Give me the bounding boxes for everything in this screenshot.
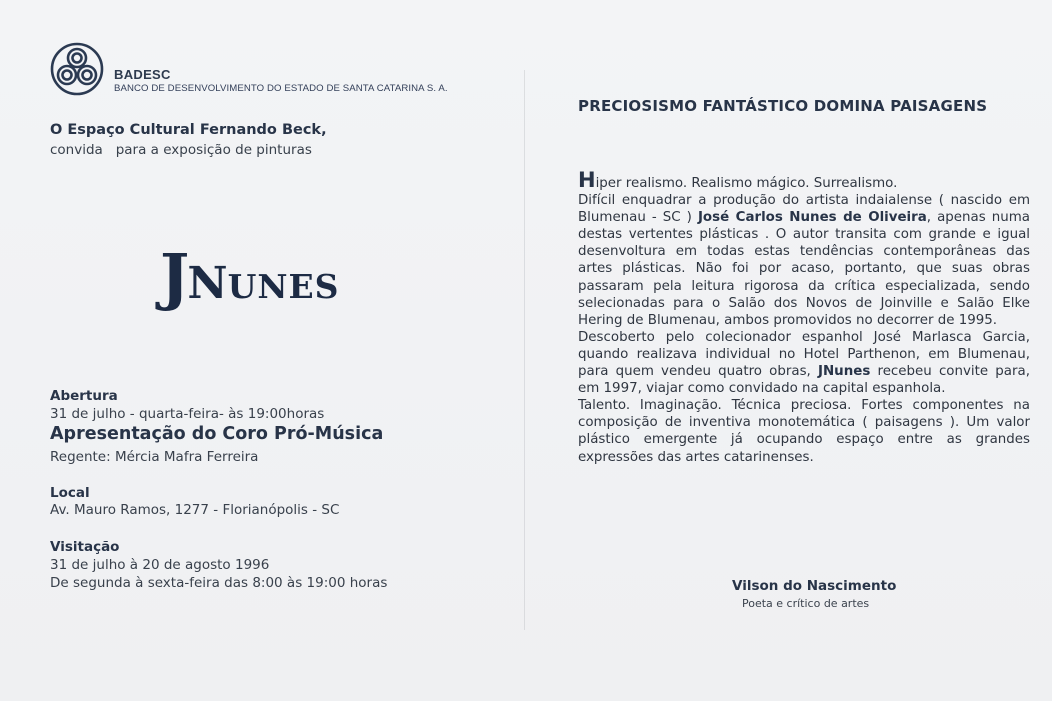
- article-paragraph-1: [578, 168, 1030, 329]
- signature-name: Vilson do Nascimento: [732, 578, 897, 594]
- visiting-title: Visitação: [50, 539, 120, 555]
- article-p1-a: iper realismo. Realismo mágico. Surrealismo.: [595, 176, 898, 191]
- artist-name: [160, 240, 340, 313]
- opening-conductor: Regente: Mércia Mafra Ferreira: [50, 449, 259, 465]
- artist-fullname: José Carlos Nunes de Oliveira: [697, 210, 927, 226]
- article-p2-b: recebeu convite para, em 1997, viajar como convidado na capital espanhola.: [578, 364, 1030, 397]
- drop-cap: H: [578, 168, 596, 192]
- article-paragraph-3: Talento. Imaginação. Técnica preciosa. Fortes componentes na composição de inventiva monotemática ( paisagens ). Um valor plástico emergente já ocupando espaço entre as grandes expressões das artes catarinenses.: [578, 398, 1030, 465]
- article-p2-a: Descoberto pelo colecionador espanhol José Marlasca Garcia, quando realizava individual no Hotel Parthenon, em Blumenau, para quem vendeu quatro obras,: [578, 329, 1030, 380]
- artist-initial-n: N: [187, 258, 228, 309]
- visiting-dates: 31 de julho à 20 de agosto 1996: [50, 557, 270, 573]
- artist-name-rest: UNES: [227, 267, 340, 306]
- article-p1-c: , apenas numa destas vertentes plásticas . O autor transita com grande e igual desenvoltura em todas estas tendências contemporâneas das artes plásticas. Não foi por acaso, portanto, que suas obras passaram pela leitura rigorosa da crítica especializada, sendo selecionadas para o Salão dos Novos de Joinville e Salão Elke Hering de Blumenau, ambos promovidos no decorrer de 1995.: [578, 210, 1030, 328]
- fold-line: [524, 70, 525, 630]
- artist-short-name: JNunes: [817, 364, 871, 380]
- opening-event: Apresentação do Coro Pró-Música: [50, 424, 384, 444]
- visiting-hours: De segunda à sexta-feira das 8:00 às 19:00 horas: [50, 575, 388, 591]
- opening-date: 31 de julho - quarta-feira- às 19:00horas: [50, 406, 325, 422]
- bank-full-name: BANCO DE DESENVOLVIMENTO DO ESTADO DE SANTA CATARINA S. A.: [114, 83, 448, 94]
- invite-text: convida para a exposição de pinturas: [50, 142, 312, 158]
- article-heading: PRECIOSISMO FANTÁSTICO DOMINA PAISAGENS: [578, 97, 988, 115]
- location-title: Local: [50, 485, 90, 501]
- artist-initial-j: J: [160, 240, 188, 313]
- article-paragraph-2: [578, 329, 1030, 397]
- article-p1-b: Difícil enquadrar a produção do artista indaialense ( nascido em Blumenau - SC ): [578, 193, 1030, 226]
- opening-title: Abertura: [50, 388, 118, 404]
- location-address: Av. Mauro Ramos, 1277 - Florianópolis - SC: [50, 502, 340, 518]
- badesc-logo-icon: [50, 42, 104, 96]
- invite-host: O Espaço Cultural Fernando Beck,: [50, 122, 327, 138]
- article-body: [578, 168, 1030, 466]
- bank-name: BADESC: [114, 67, 171, 82]
- signature-role: Poeta e crítico de artes: [742, 597, 870, 610]
